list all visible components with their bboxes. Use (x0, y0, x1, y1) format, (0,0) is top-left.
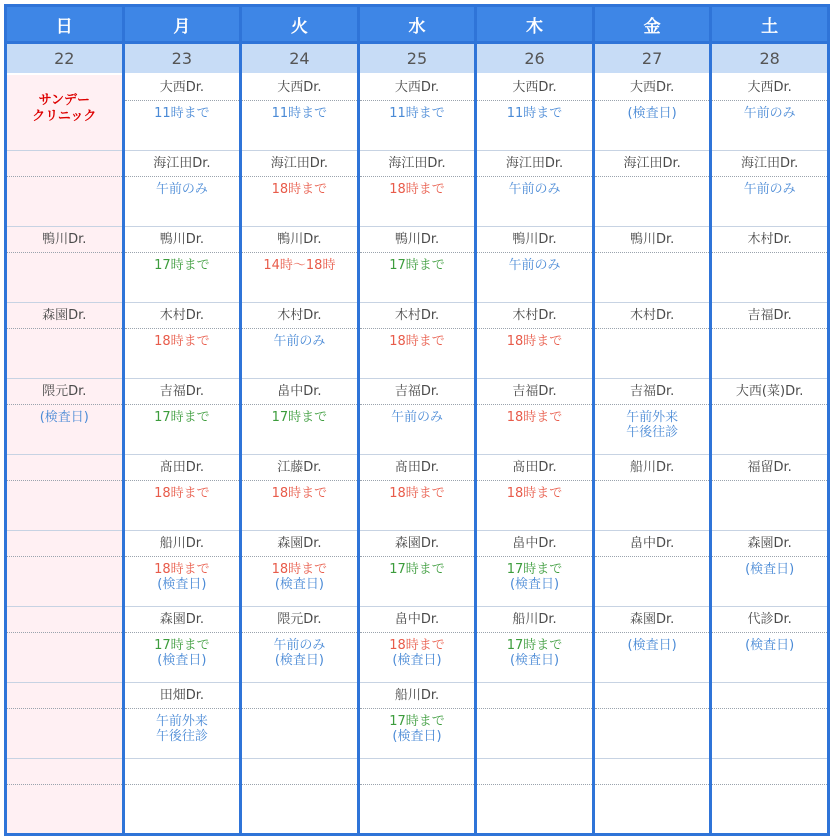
hours-note (595, 253, 710, 258)
hours-note: 17時まで (506, 562, 563, 577)
weekday-header-row (6, 6, 829, 43)
schedule-cell (123, 303, 241, 379)
doctor-name: 隈元Dr. (242, 607, 357, 633)
schedule-cell (6, 607, 124, 683)
doctor-name (712, 683, 827, 709)
hours-note (360, 785, 475, 790)
schedule-cell (593, 303, 711, 379)
doctor-name: 船川Dr. (477, 607, 592, 633)
hours-note: 午前のみ (508, 182, 561, 197)
doctor-name (7, 607, 122, 633)
schedule-cell (123, 607, 241, 683)
hours-note (595, 329, 710, 334)
hours-note: 午前のみ (743, 106, 796, 121)
hours-note (712, 481, 827, 486)
schedule-cell (593, 683, 711, 759)
doctor-name: 畠中Dr. (477, 531, 592, 557)
hours-note (712, 329, 827, 334)
schedule-table (4, 4, 830, 836)
date-tue: 24 (241, 43, 359, 75)
schedule-cell (711, 74, 829, 151)
hours-note (7, 709, 122, 714)
hours-note: 18時まで (389, 638, 445, 653)
hours-note: 18時まで (154, 562, 210, 577)
doctor-name (595, 683, 710, 709)
schedule-cell (6, 531, 124, 607)
doctor-name: 木村Dr. (477, 303, 592, 329)
schedule-cell (6, 151, 124, 227)
hours-note: 18時まで (389, 486, 445, 501)
hours-note (712, 253, 827, 258)
doctor-name: 森園Dr. (360, 531, 475, 557)
schedule-cell (476, 227, 594, 303)
hours-note: 午前のみ (検査日) (273, 638, 326, 668)
schedule-cell (358, 227, 476, 303)
doctor-name (7, 531, 122, 557)
doctor-name: 隈元Dr. (7, 379, 122, 405)
hours-note (595, 557, 710, 562)
hours-note: 18時まで (154, 486, 210, 501)
schedule-cell (241, 151, 359, 227)
hours-note (7, 557, 122, 562)
schedule-row (6, 379, 829, 455)
schedule-cell (593, 531, 711, 607)
schedule-cell (241, 531, 359, 607)
schedule-cell (358, 303, 476, 379)
doctor-name: 木村Dr. (712, 227, 827, 253)
doctor-name (712, 759, 827, 785)
hours-note (7, 329, 122, 334)
exam-day-note: (検査日) (392, 653, 442, 668)
schedule-cell (476, 759, 594, 835)
doctor-name: 木村Dr. (360, 303, 475, 329)
schedule-cell (711, 303, 829, 379)
hours-note: (検査日) (745, 562, 795, 577)
hours-note: 午前のみ (508, 258, 561, 273)
doctor-name: 森園Dr. (125, 607, 240, 633)
hours-note: 17時まで (154, 258, 210, 273)
hours-note (477, 709, 592, 714)
schedule-row (6, 683, 829, 759)
schedule-cell (358, 531, 476, 607)
doctor-name (360, 759, 475, 785)
schedule-cell (593, 74, 711, 151)
hours-note: 18時まで (271, 562, 328, 577)
schedule-cell (711, 759, 829, 835)
doctor-name: 福留Dr. (712, 455, 827, 481)
schedule-cell (358, 74, 476, 151)
hours-note (7, 633, 122, 638)
schedule-cell (123, 455, 241, 531)
exam-day-note: (検査日) (274, 577, 324, 592)
hours-note: 18時まで (389, 334, 445, 349)
doctor-name: 吉福Dr. (595, 379, 710, 405)
schedule-cell (711, 531, 829, 607)
hours-note: (検査日) (627, 106, 677, 121)
hours-note: 11時まで (389, 106, 445, 121)
schedule-cell (241, 607, 359, 683)
schedule-cell (476, 607, 594, 683)
schedule-cell (241, 455, 359, 531)
hours-note: 18時まで (271, 182, 328, 197)
hours-note (712, 785, 827, 790)
schedule-row (6, 759, 829, 835)
doctor-name: 髙田Dr. (125, 455, 240, 481)
schedule-row (6, 607, 829, 683)
doctor-name (595, 759, 710, 785)
schedule-row (6, 531, 829, 607)
hours-note (595, 709, 710, 714)
hours-note (712, 709, 827, 714)
doctor-name: 鴨川Dr. (242, 227, 357, 253)
hours-note: 17時まで (154, 410, 210, 425)
doctor-name: 代診Dr. (712, 607, 827, 633)
doctor-name: 船川Dr. (125, 531, 240, 557)
hours-note: 18時まで (154, 334, 210, 349)
schedule-cell (358, 455, 476, 531)
doctor-name: 船川Dr. (360, 683, 475, 709)
hours-note (7, 481, 122, 486)
doctor-name: 大西Dr. (595, 75, 710, 101)
schedule-cell (476, 74, 594, 151)
hours-note: (検査日) (627, 638, 677, 653)
schedule-cell (593, 151, 711, 227)
schedule-cell (358, 607, 476, 683)
doctor-name: 木村Dr. (595, 303, 710, 329)
doctor-name: 海江田Dr. (125, 151, 240, 177)
schedule-row (6, 455, 829, 531)
doctor-name (7, 759, 122, 785)
schedule-cell (123, 74, 241, 151)
exam-day-note: (検査日) (157, 653, 207, 668)
hours-note: 17時まで (389, 258, 445, 273)
date-wed: 25 (358, 43, 476, 75)
doctor-name (242, 759, 357, 785)
schedule-cell (241, 303, 359, 379)
hours-note (595, 481, 710, 486)
doctor-name (7, 683, 122, 709)
weekday-sun: 日 (6, 6, 124, 43)
doctor-name (242, 683, 357, 709)
doctor-name: 木村Dr. (242, 303, 357, 329)
hours-note: 17時まで (154, 638, 210, 653)
doctor-name: 吉福Dr. (712, 303, 827, 329)
schedule-cell (123, 531, 241, 607)
doctor-name: 海江田Dr. (595, 151, 710, 177)
weekday-sat: 土 (711, 6, 829, 43)
date-sat: 28 (711, 43, 829, 75)
doctor-name: 鴨川Dr. (360, 227, 475, 253)
date-fri: 27 (593, 43, 711, 75)
hours-note: 午前外来 午後往診 (155, 714, 208, 744)
doctor-name: 船川Dr. (595, 455, 710, 481)
schedule-cell (358, 379, 476, 455)
schedule-body (6, 74, 829, 835)
weekday-fri: 金 (593, 6, 711, 43)
schedule-cell (6, 227, 124, 303)
doctor-name: 大西Dr. (360, 75, 475, 101)
doctor-name: 木村Dr. (125, 303, 240, 329)
hours-note: 18時まで (506, 486, 563, 501)
schedule-cell (593, 379, 711, 455)
hours-note (242, 785, 357, 790)
schedule-cell (476, 379, 594, 455)
doctor-name: 髙田Dr. (360, 455, 475, 481)
schedule-cell (241, 74, 359, 151)
doctor-name: 畠中Dr. (242, 379, 357, 405)
doctor-name: 鴨川Dr. (595, 227, 710, 253)
schedule-cell (123, 759, 241, 835)
hours-note (242, 709, 357, 714)
weekday-wed: 水 (358, 6, 476, 43)
hours-note: (検査日) (39, 410, 89, 425)
doctor-name: 畠中Dr. (595, 531, 710, 557)
schedule-cell (711, 227, 829, 303)
schedule-cell (123, 227, 241, 303)
schedule-cell (6, 74, 124, 151)
doctor-name: 海江田Dr. (477, 151, 592, 177)
hours-note: 11時まで (154, 106, 210, 121)
exam-day-note: (検査日) (157, 577, 207, 592)
doctor-name: 田畑Dr. (125, 683, 240, 709)
hours-note: 午前のみ (155, 182, 208, 197)
schedule-cell (711, 607, 829, 683)
doctor-name: 吉福Dr. (125, 379, 240, 405)
doctor-name: 大西Dr. (712, 75, 827, 101)
schedule-cell (6, 379, 124, 455)
schedule-cell (241, 683, 359, 759)
hours-note: 18時まで (506, 334, 563, 349)
hours-note (7, 177, 122, 182)
schedule-cell (241, 759, 359, 835)
hours-note: 18時まで (506, 410, 563, 425)
doctor-name: 大西Dr. (125, 75, 240, 101)
schedule-row (6, 227, 829, 303)
schedule-cell (6, 759, 124, 835)
schedule-cell (6, 455, 124, 531)
hours-note: 11時まで (506, 106, 563, 121)
date-row (6, 43, 829, 75)
doctor-name: 吉福Dr. (477, 379, 592, 405)
hours-note: 17時まで (389, 562, 445, 577)
schedule-cell (476, 455, 594, 531)
schedule-cell (358, 151, 476, 227)
hours-note: 午前外来 午後往診 (626, 410, 679, 440)
hours-note (712, 405, 827, 410)
doctor-name: 森園Dr. (242, 531, 357, 557)
schedule-cell (476, 151, 594, 227)
doctor-name (477, 759, 592, 785)
hours-note: 午前のみ (743, 182, 796, 197)
schedule-cell (123, 379, 241, 455)
schedule-cell (6, 683, 124, 759)
weekday-tue: 火 (241, 6, 359, 43)
schedule-cell (6, 303, 124, 379)
schedule-cell (711, 379, 829, 455)
hours-note (477, 785, 592, 790)
schedule-cell (476, 303, 594, 379)
hours-note (595, 785, 710, 790)
doctor-name: 江藤Dr. (242, 455, 357, 481)
doctor-name (7, 455, 122, 481)
hours-note: 18時まで (389, 182, 445, 197)
doctor-name: 森園Dr. (595, 607, 710, 633)
schedule-cell (123, 683, 241, 759)
hours-note: (検査日) (745, 638, 795, 653)
schedule-row (6, 303, 829, 379)
schedule-cell (593, 227, 711, 303)
hours-note (7, 253, 122, 258)
doctor-name (125, 759, 240, 785)
schedule-cell (241, 379, 359, 455)
exam-day-note: (検査日) (509, 577, 560, 592)
schedule-cell (358, 759, 476, 835)
hours-note: 14時～18時 (263, 258, 336, 273)
doctor-name: 海江田Dr. (360, 151, 475, 177)
schedule-cell (711, 151, 829, 227)
hours-note: 18時まで (271, 486, 328, 501)
schedule-cell (593, 607, 711, 683)
date-sun: 22 (6, 43, 124, 75)
schedule-cell (241, 227, 359, 303)
doctor-name: 海江田Dr. (712, 151, 827, 177)
doctor-name: 森園Dr. (7, 303, 122, 329)
schedule-cell (711, 455, 829, 531)
doctor-name: 海江田Dr. (242, 151, 357, 177)
schedule-row (6, 151, 829, 227)
hours-note: 午前のみ (273, 334, 326, 349)
doctor-name: 吉福Dr. (360, 379, 475, 405)
schedule-cell (593, 759, 711, 835)
doctor-name (7, 151, 122, 177)
doctor-name: 鴨川Dr. (7, 227, 122, 253)
schedule-cell (358, 683, 476, 759)
hours-note: 17時まで (271, 410, 328, 425)
schedule-row (6, 74, 829, 151)
doctor-name: 森園Dr. (712, 531, 827, 557)
hours-note: 11時まで (271, 106, 328, 121)
doctor-name (477, 683, 592, 709)
doctor-name: 髙田Dr. (477, 455, 592, 481)
hours-note: 17時まで (506, 638, 563, 653)
doctor-name: 鴨川Dr. (477, 227, 592, 253)
schedule-cell (711, 683, 829, 759)
doctor-name: 畠中Dr. (360, 607, 475, 633)
hours-note: 17時まで (389, 714, 445, 729)
date-mon: 23 (123, 43, 241, 75)
exam-day-note: (検査日) (509, 653, 560, 668)
hours-note (7, 785, 122, 790)
doctor-name: 大西(菜)Dr. (712, 379, 827, 405)
hours-note (595, 177, 710, 182)
schedule-cell (476, 531, 594, 607)
doctor-name: 大西Dr. (477, 75, 592, 101)
doctor-name: 大西Dr. (242, 75, 357, 101)
doctor-name: 鴨川Dr. (125, 227, 240, 253)
sunday-clinic-label: サンデー クリニック (32, 93, 97, 124)
weekday-mon: 月 (123, 6, 241, 43)
date-thu: 26 (476, 43, 594, 75)
schedule-cell (476, 683, 594, 759)
hours-note: 午前のみ (390, 410, 443, 425)
hours-note (125, 785, 240, 790)
schedule-cell (593, 455, 711, 531)
weekday-thu: 木 (476, 6, 594, 43)
schedule-cell (123, 151, 241, 227)
exam-day-note: (検査日) (392, 729, 442, 744)
